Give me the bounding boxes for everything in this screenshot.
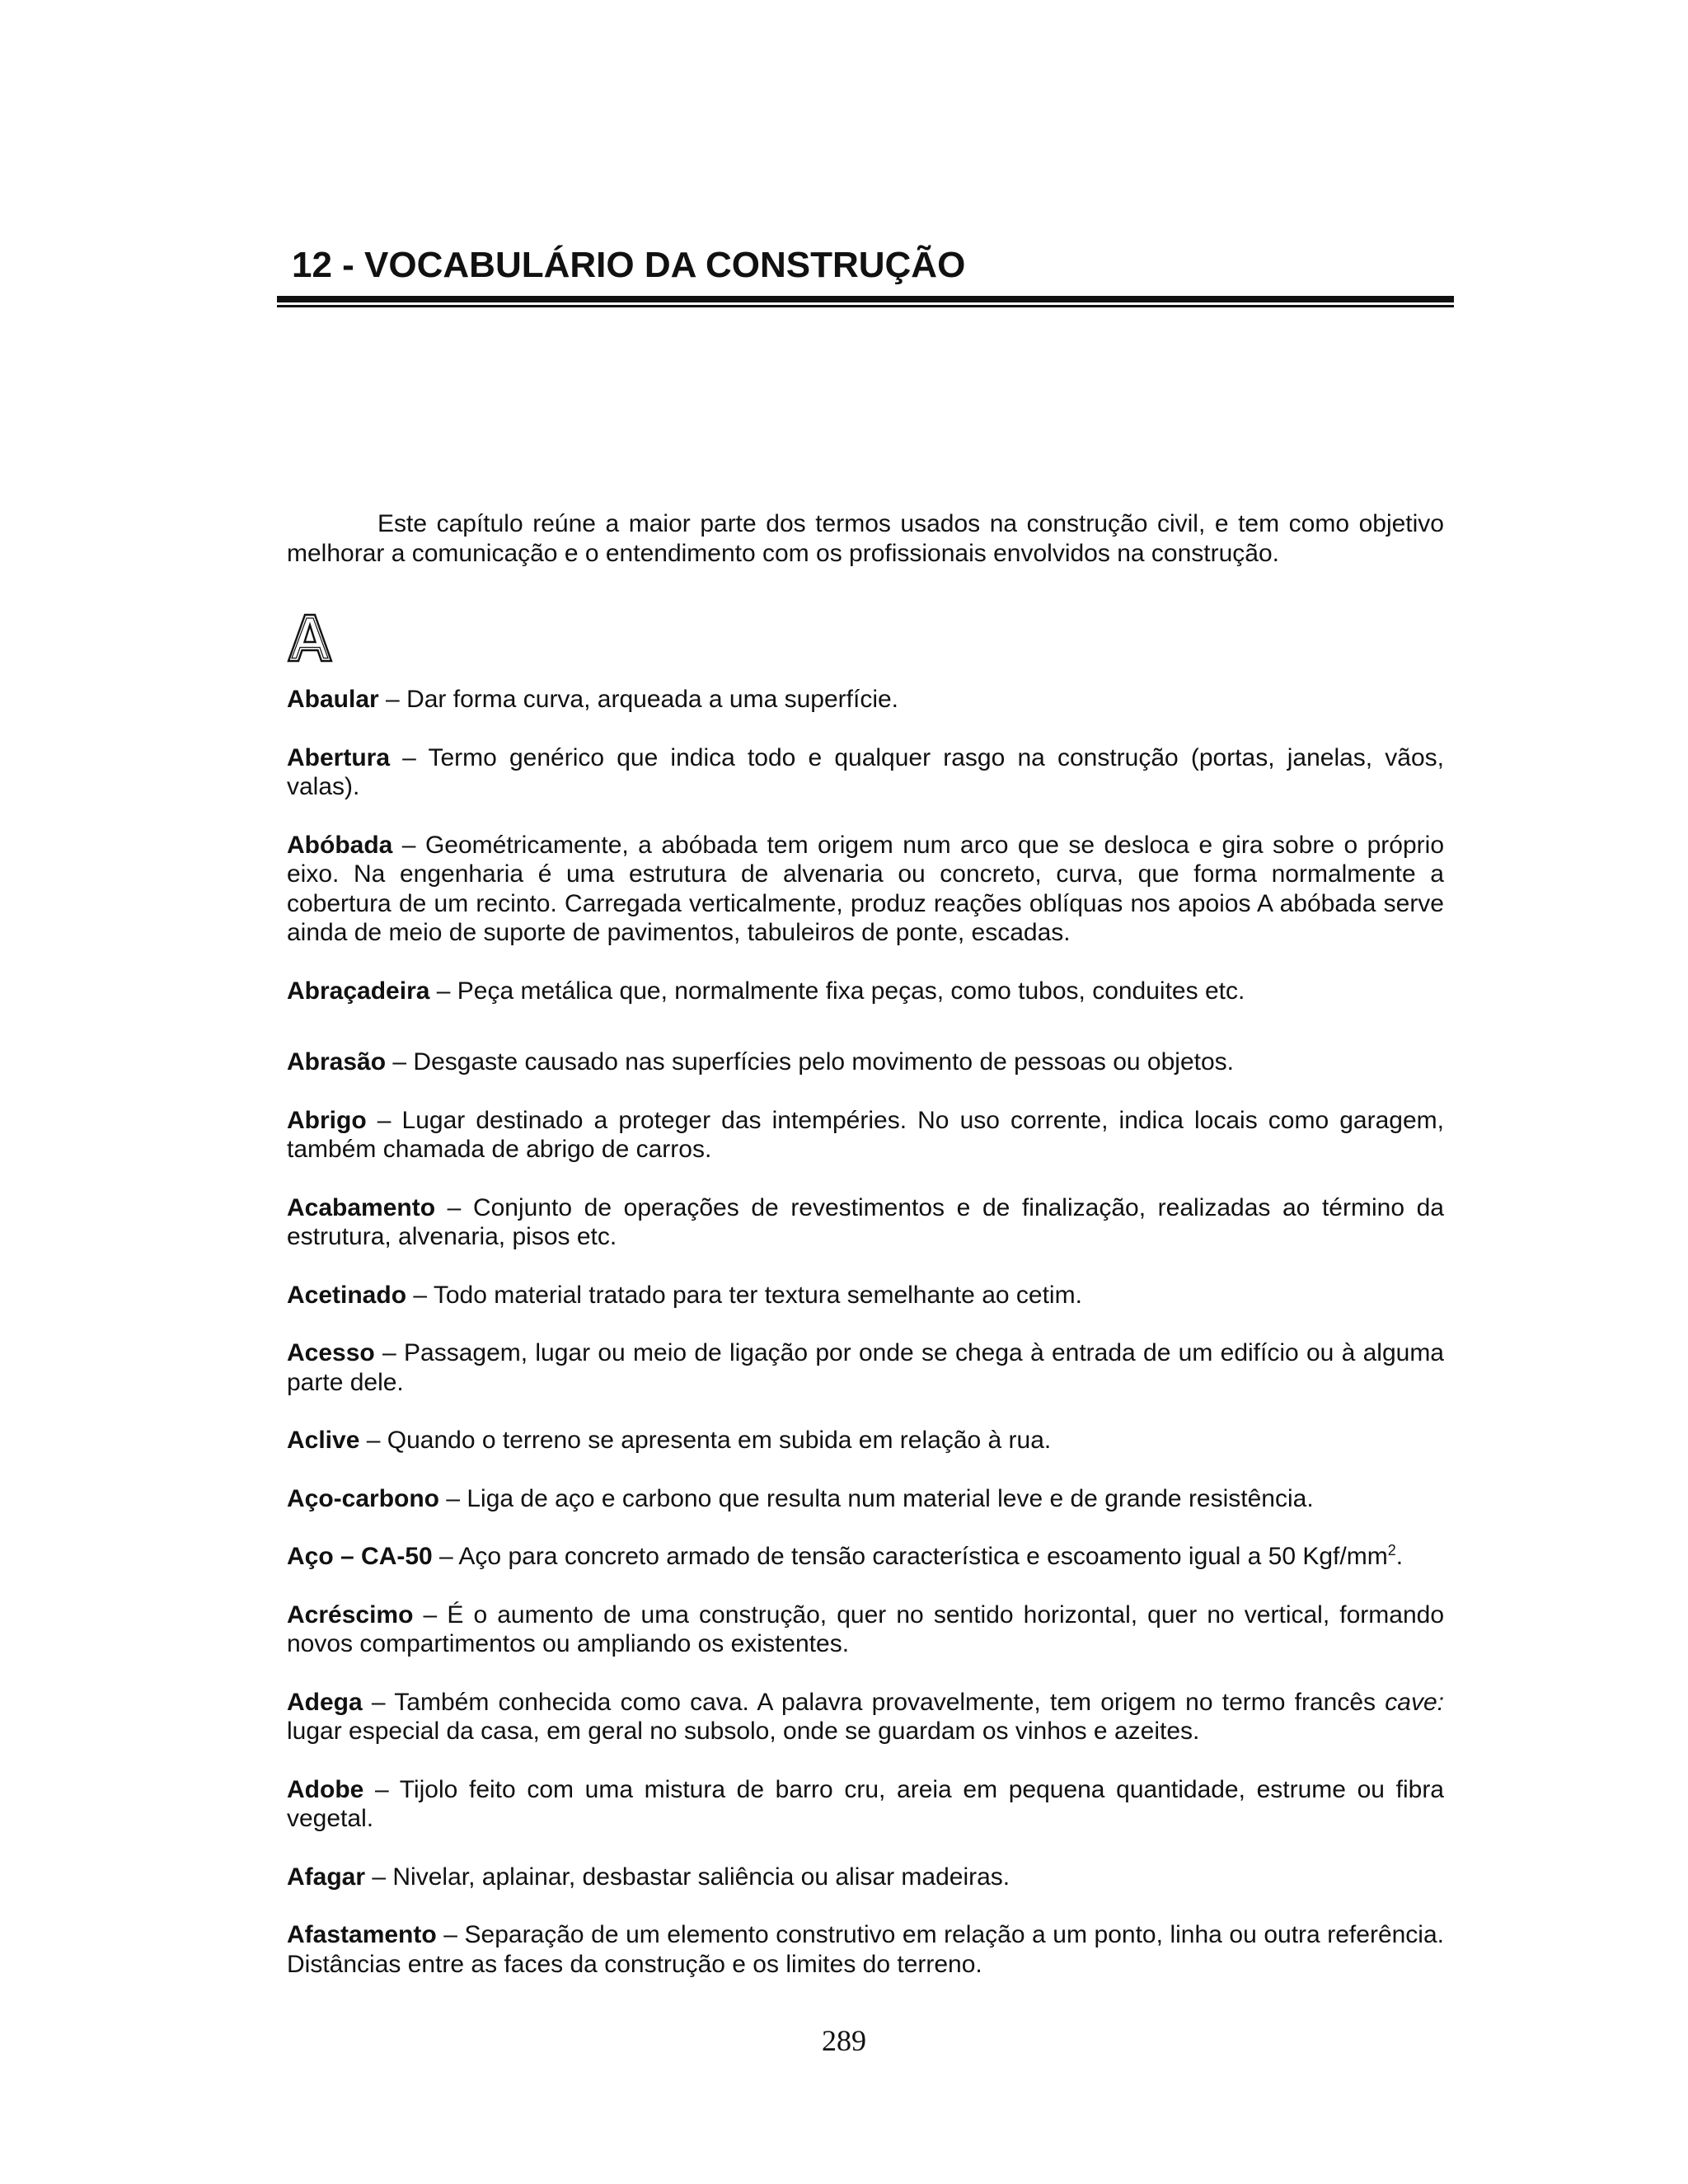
entry-term: Acréscimo [287,1601,414,1629]
entry-definition: Dar forma curva, arqueada a uma superfície. [406,686,899,713]
entry-term: Acesso [287,1339,375,1366]
entry-term: Adega [287,1688,363,1716]
entry-term: Abaular [287,686,379,713]
glossary-entry-abrigo [287,1106,1444,1165]
entry-definition: Peça metálica que, normalmente fixa peças, como tubos, conduites etc. [457,977,1245,1005]
entry-term: Abraçadeira [287,977,430,1005]
entry-definition: Tijolo feito com uma mistura de barro cru, areia em pequena quantidade, estrume ou fibra vegetal. [287,1775,1444,1832]
entry-term: Abertura [287,743,391,771]
entry-separator: – [378,686,407,713]
entry-term: Aço-carbono [287,1484,440,1512]
entry-definition-after: lugar especial da casa, em geral no subsolo, onde se guardam os vinhos e azeites. [287,1718,1200,1745]
entry-separator: – [429,977,457,1005]
entry-separator: – [363,1775,400,1803]
entry-separator: – [413,1601,448,1629]
entry-separator: – [392,831,425,859]
entry-separator: – [365,1863,393,1891]
glossary-entry-abobada [287,831,1444,948]
entry-term: Afagar [287,1863,366,1891]
glossary-entry-adobe [287,1775,1444,1834]
entry-separator: – [359,1427,387,1454]
entry-definition: Passagem, lugar ou meio de ligação por onde se chega à entrada de um edifício ou à alguma parte dele. [287,1339,1444,1396]
entry-term: Aço – CA-50 [287,1543,433,1570]
page-number: 289 [822,2024,866,2057]
outlined-letter-a-icon [287,612,333,663]
glossary-entry-afastamento [287,1920,1444,1979]
entry-separator: – [432,1543,459,1570]
entry-definition: Nivelar, aplainar, desbastar saliência ou alisar madeiras. [392,1863,1010,1891]
entry-separator: – [406,1281,434,1309]
entry-definition: Liga de aço e carbono que resulta num material leve e de grande resistência. [467,1484,1314,1512]
entry-separator: – [362,1688,395,1716]
entry-definition-tail: . [1395,1543,1404,1570]
entry-separator: – [439,1484,467,1512]
glossary-entry-aclive [287,1426,1444,1455]
entry-term: Adobe [287,1775,364,1803]
glossary-entry-acabamento [287,1193,1444,1252]
entry-term: Aclive [287,1427,360,1454]
entry-separator: – [436,1921,465,1948]
glossary-entry-afagar [287,1863,1444,1892]
entry-definition: Desgaste causado nas superfícies pelo movimento de pessoas ou objetos. [413,1048,1235,1076]
entry-definition-italic: cave: [1385,1688,1445,1716]
glossary-entry-abrasao [287,1047,1444,1077]
section-letter [287,663,288,664]
section-letter-heading [287,612,1444,663]
entry-definition: Aço para concreto armado de tensão característica e escoamento igual a 50 Kgf/mm [458,1543,1388,1570]
entry-definition: Todo material tratado para ter textura semelhante ao cetim. [433,1281,1082,1309]
document-body [287,509,1444,2008]
entry-term: Acabamento [287,1193,436,1221]
entry-term: Afastamento [287,1921,437,1948]
glossary-entry-acesso [287,1338,1444,1397]
entry-separator: – [435,1193,473,1221]
glossary-entry-acetinado [287,1281,1444,1310]
glossary-entry-adega [287,1688,1444,1746]
entry-definition: Termo genérico que indica todo e qualquer rasgo na construção (portas, janelas, vãos, valas). [287,743,1444,800]
entry-definition: Quando o terreno se apresenta em subida em relação à rua. [387,1427,1052,1454]
entry-separator: – [386,1048,414,1076]
entry-term: Abrasão [287,1048,387,1076]
entry-definition: Lugar destinado a proteger das intempéries. No uso corrente, indica locais como garagem, também chamada de abrigo de carros. [287,1106,1444,1163]
glossary-entry-aco-ca-50 [287,1542,1444,1572]
entry-definition: Geométricamente, a abóbada tem origem num arco que se desloca e gira sobre o próprio eixo. Na engenharia é uma estrutura de alvenaria ou concreto, curva, que forma normalmente a cobertura de um recinto. Carregada verticalmente, produz reações oblíquas nos apoios A abóbada serve ainda de meio de suporte de pavimentos, tabuleiros de ponte, escadas. [287,831,1444,946]
entry-term: Abrigo [287,1106,367,1134]
glossary-entry-aco-carbono [287,1484,1444,1514]
entry-definition: Conjunto de operações de revestimentos e de finalização, realizadas ao término da estrutura, alvenaria, pisos etc. [287,1193,1444,1250]
entry-separator: – [374,1339,404,1366]
entry-term: Acetinado [287,1281,407,1309]
glossary-entry-abracadeira [287,977,1444,1006]
entry-separator: – [390,743,429,771]
title-rule-thick [277,296,1454,302]
chapter-title: 12 - VOCABULÁRIO DA CONSTRUÇÃO [292,245,966,285]
title-rule-thin [277,305,1454,307]
glossary-entry-abertura [287,743,1444,802]
glossary-entry-acrescimo [287,1601,1444,1659]
intro-paragraph: Este capítulo reúne a maior parte dos termos usados na construção civil, e tem como objetivo melhorar a comunicação e o entendimento com os profissionais envolvidos na construção. [287,510,1444,567]
entry-separator: – [366,1106,402,1134]
entry-term: Abóbada [287,831,393,859]
entry-definition: Separação de um elemento construtivo em relação a um ponto, linha ou outra referência. Distâncias entre as faces da construção e os limites do terreno. [287,1921,1444,1978]
entry-superscript: 2 [1387,1542,1396,1558]
entry-definition: É o aumento de uma construção, quer no sentido horizontal, quer no vertical, formando novos compartimentos ou ampliando os existentes. [287,1601,1445,1657]
entry-definition: Também conhecida como cava. A palavra provavelmente, tem origem no termo francês [394,1688,1386,1716]
glossary-entry-abaular [287,685,1444,715]
